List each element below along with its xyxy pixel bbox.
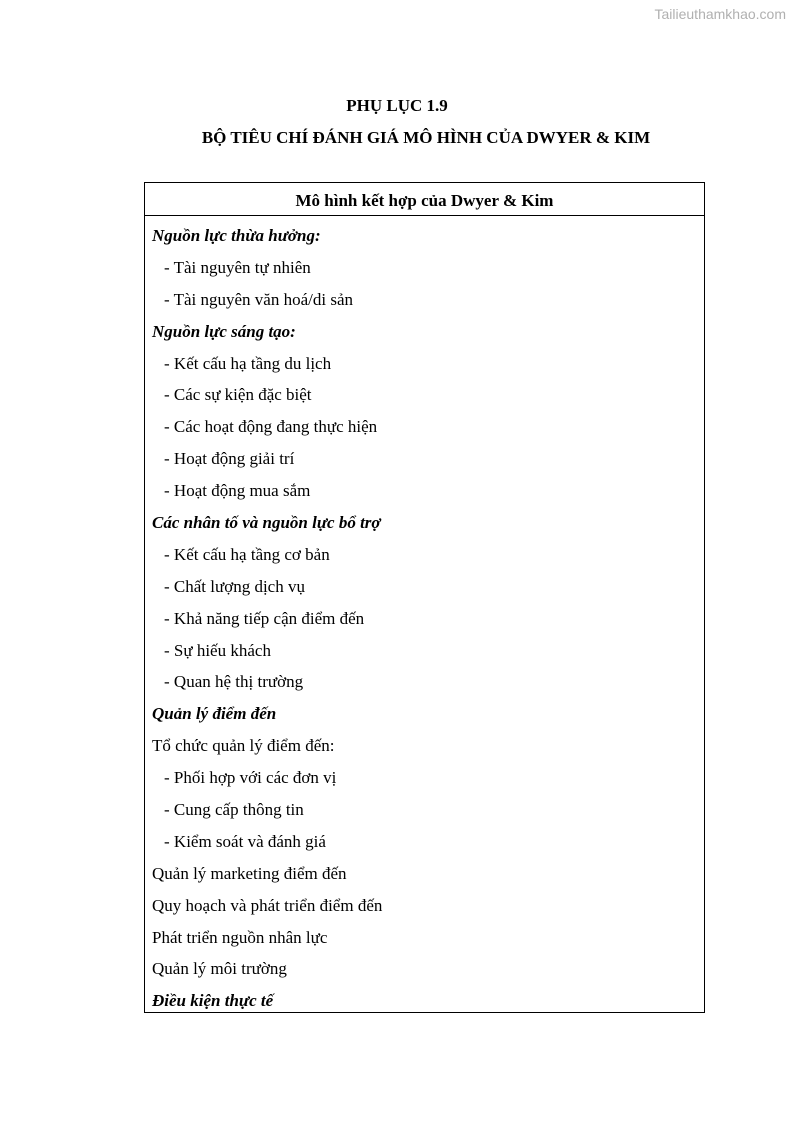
table-header: Mô hình kết hợp của Dwyer & Kim [145, 183, 704, 216]
document-title: BỘ TIÊU CHÍ ĐÁNH GIÁ MÔ HÌNH CỦA DWYER & KIM [201, 128, 651, 147]
criteria-item: - Khả năng tiếp cận điểm đến [164, 608, 365, 628]
criteria-group-heading: Quản lý điểm đến [152, 704, 277, 724]
criteria-item: - Kết cấu hạ tầng cơ bản [164, 544, 330, 564]
criteria-item: - Kiểm soát và đánh giá [164, 831, 326, 851]
criteria-group-heading: Điều kiện thực tế [152, 991, 274, 1011]
criteria-item: - Quan hệ thị trường [164, 672, 304, 692]
criteria-item: - Các hoạt động đang thực hiện [164, 417, 378, 437]
criteria-item: Quản lý môi trường [152, 959, 287, 979]
criteria-group-heading: Nguồn lực sáng tạo: [152, 321, 296, 341]
criteria-item: Quản lý marketing điểm đến [152, 863, 347, 883]
criteria-item: - Sự hiếu khách [164, 640, 271, 660]
criteria-item: Phát triển nguồn nhân lực [152, 927, 328, 947]
criteria-item: - Các sự kiện đặc biệt [164, 385, 312, 405]
criteria-group-heading: Các nhân tố và nguồn lực bổ trợ [152, 513, 381, 533]
criteria-item: - Hoạt động giải trí [164, 449, 295, 469]
site-watermark: Tailieuthamkhao.com [654, 6, 786, 22]
criteria-group-heading: Nguồn lực thừa hưởng: [152, 226, 321, 245]
criteria-table [144, 182, 705, 1013]
appendix-title: PHỤ LỤC 1.9 [346, 96, 448, 115]
criteria-item: Quy hoạch và phát triển điểm đến [152, 895, 383, 915]
criteria-item: - Kết cấu hạ tầng du lịch [164, 353, 332, 373]
criteria-item: - Tài nguyên tự nhiên [164, 257, 311, 277]
criteria-item: - Tài nguyên văn hoá/di sản [164, 289, 354, 309]
criteria-item: Tổ chức quản lý điểm đến: [152, 736, 335, 756]
criteria-item: - Hoạt động mua sắm [164, 481, 311, 501]
criteria-item: - Cung cấp thông tin [164, 800, 304, 820]
criteria-item: - Chất lượng dịch vụ [164, 576, 305, 596]
criteria-item: - Phối hợp với các đơn vị [164, 768, 337, 788]
table-body [145, 216, 704, 1017]
